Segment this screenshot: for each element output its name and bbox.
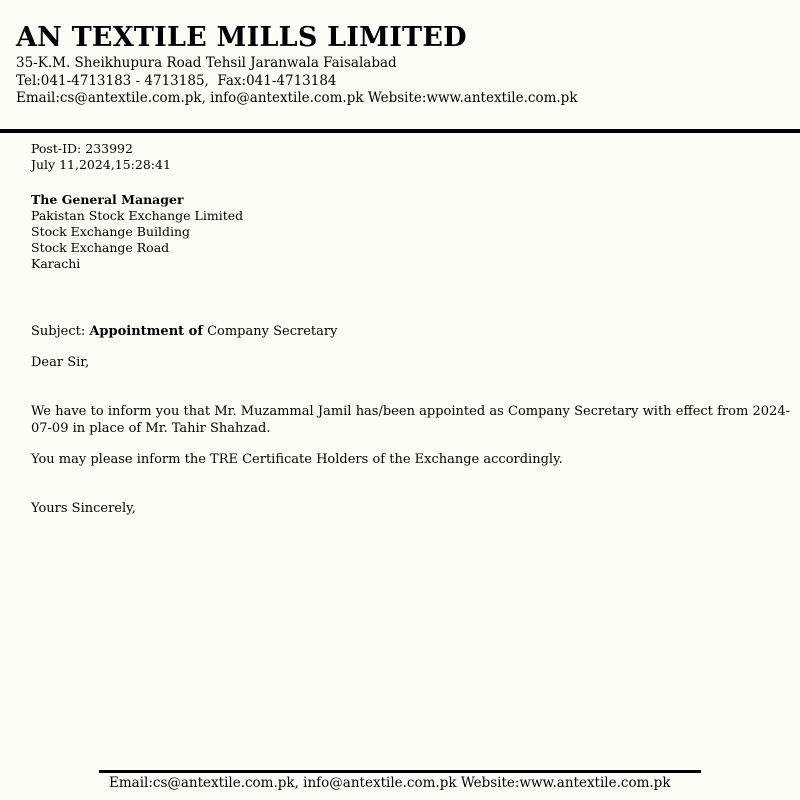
- company-address: 35-K.M. Sheikhupura Road Tehsil Jaranwala Faisalabad: [16, 55, 397, 71]
- company-phone-fax: Tel:041-4713183 - 4713185, Fax:041-4713184: [16, 72, 337, 89]
- recipient-line: Stock Exchange Building: [31, 223, 191, 239]
- recipient-line: Karachi: [31, 255, 81, 271]
- meta-block: [31, 141, 790, 173]
- subject-line: [31, 323, 790, 340]
- letterhead: [0, 0, 800, 107]
- page-footer: [0, 770, 800, 792]
- date-time: July 11,2024,15:28:41: [31, 156, 171, 172]
- recipient-block: [31, 192, 790, 272]
- company-email-website: Email:cs@antextile.com.pk, info@antextile.com.pk Website:www.antextile.com.pk: [16, 90, 578, 106]
- post-id: Post-ID: 233992: [31, 140, 133, 156]
- paragraph-tre-holders: You may please inform the TRE Certificate Holders of the Exchange accordingly.: [31, 451, 563, 467]
- closing: Yours Sincerely,: [31, 500, 136, 516]
- recipient-line: Pakistan Stock Exchange Limited: [31, 207, 244, 223]
- letter-body: [0, 133, 800, 517]
- paragraph-appointment: We have to inform you that Mr. Muzammal Jamil has/been appointed as Company Secretary with effect from 2024-07-09 in place of Mr. Tahir Shahzad.: [31, 403, 790, 436]
- footer-divider: [99, 770, 701, 773]
- recipient-title: The General Manager: [31, 191, 184, 207]
- company-name: AN TEXTILE MILLS LIMITED: [16, 22, 467, 53]
- subject-emphasis: Appointment of: [89, 323, 203, 339]
- subject-rest: Company Secretary: [202, 323, 338, 339]
- subject-label: Subject:: [31, 323, 90, 339]
- footer-email-website: Email:cs@antextile.com.pk, info@antextile.com.pk Website:www.antextile.com.pk: [109, 775, 671, 791]
- salutation: Dear Sir,: [31, 354, 90, 370]
- recipient-line: Stock Exchange Road: [31, 239, 170, 255]
